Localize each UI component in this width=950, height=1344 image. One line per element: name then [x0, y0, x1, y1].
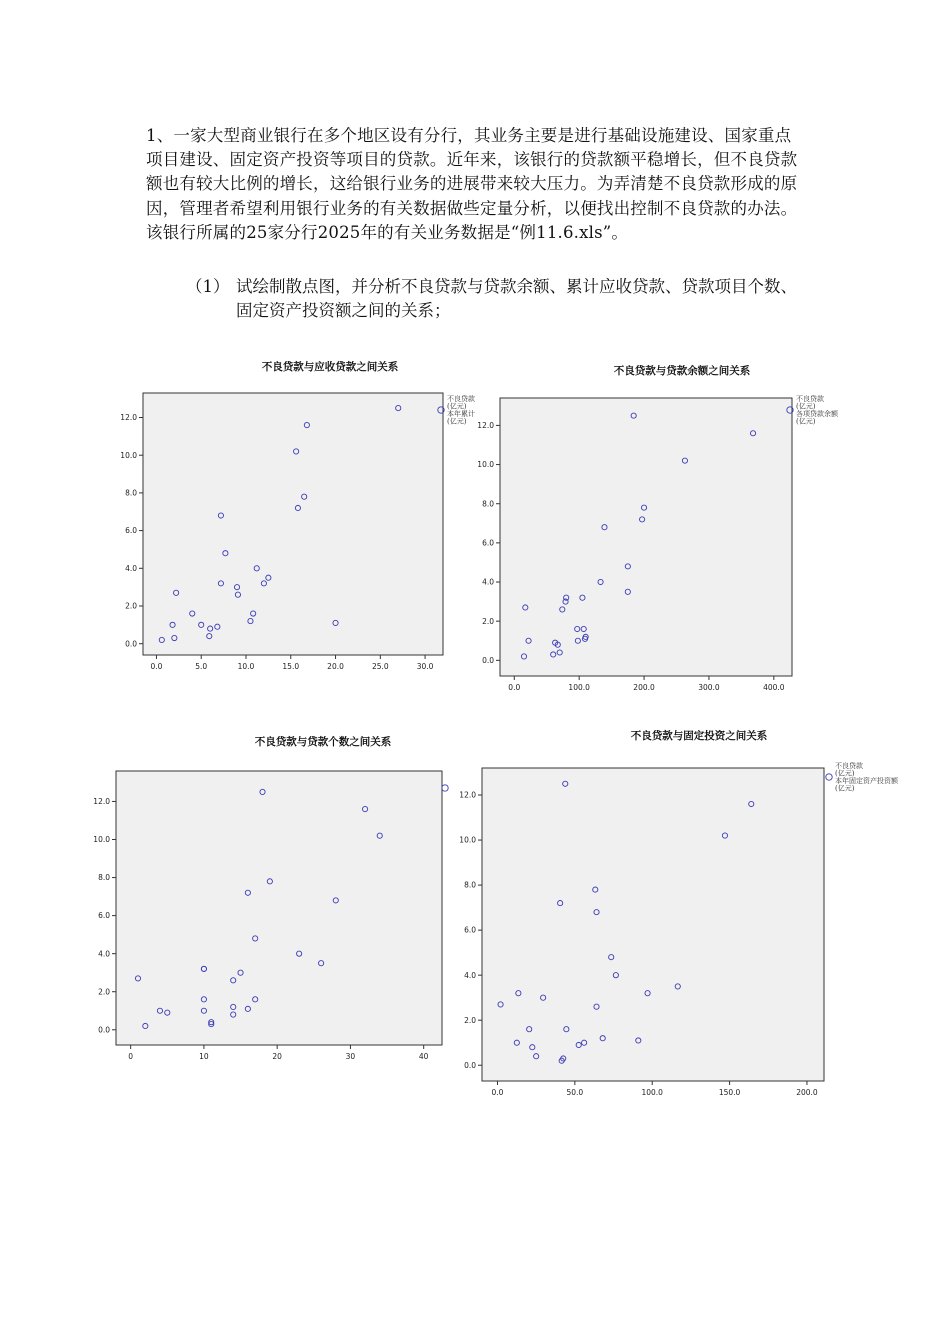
x-tick-label: 400.0 — [763, 683, 785, 692]
item-number: （1） — [186, 277, 230, 296]
item-text: 试绘制散点图，并分析不良贷款与贷款余额、累计应收贷款、贷款项目个数、固定资产投资额之间的关系； — [236, 277, 797, 321]
chart-title: 不良贷款与应收贷款之间关系 — [261, 361, 399, 373]
y-tick-label: 4.0 — [98, 949, 110, 959]
y-tick-label: 8.0 — [482, 499, 494, 509]
y-tick-label: 0.0 — [125, 639, 137, 649]
problem-intro — [146, 124, 806, 245]
legend-label: (亿元) — [796, 402, 816, 411]
x-tick-label: 30.0 — [416, 662, 434, 671]
legend-label: 本年累计 — [447, 410, 475, 418]
x-tick-label: 0.0 — [508, 683, 521, 692]
x-tick-label: 10.0 — [237, 662, 255, 671]
y-tick-label: 6.0 — [125, 526, 137, 536]
x-tick-label: 25.0 — [371, 662, 389, 671]
x-tick-label: 50.0 — [566, 1088, 584, 1097]
legend-label: (亿元) — [796, 417, 816, 426]
x-tick-label: 0 — [128, 1052, 134, 1061]
x-tick-label: 20.0 — [327, 662, 344, 671]
y-tick-label: 10.0 — [120, 450, 137, 460]
y-tick-label: 4.0 — [482, 577, 494, 587]
problem-intro-text: 1、一家大型商业银行在多个地区设有分行，其业务主要是进行基础设施建设、国家重点项目建设、固定资产投资等项目的贷款。近年来，该银行的贷款额平稳增长，但不良贷款额也有较大比例的增长，这给银行业务的进展带来较大压力。为弄清楚不良贷款形成的原因，管理者希望利用银行业务的有关数据做些定量分析，以便找出控制不良贷款的办法。该银行所属的25家分行2025年的有关业务数据是“例11.6.xls”。 — [146, 126, 798, 242]
x-tick-label: 10 — [199, 1052, 209, 1061]
y-tick-label: 12.0 — [93, 797, 110, 807]
y-tick-label: 8.0 — [464, 880, 476, 890]
x-tick-label: 40 — [418, 1052, 429, 1061]
y-tick-label: 8.0 — [125, 488, 137, 498]
y-tick-label: 6.0 — [482, 538, 494, 548]
y-tick-label: 10.0 — [459, 835, 476, 845]
plot-area — [500, 398, 792, 676]
x-tick-label: 200.0 — [796, 1088, 818, 1097]
y-tick-label: 2.0 — [125, 601, 137, 611]
y-tick-label: 10.0 — [477, 460, 494, 470]
y-tick-label: 0.0 — [464, 1060, 476, 1070]
x-tick-label: 100.0 — [568, 683, 590, 692]
x-tick-label: 0.0 — [150, 662, 163, 671]
legend-label: 不良贷款 — [447, 395, 475, 403]
plot-area — [482, 768, 824, 1081]
legend-label: 本年固定资产投资额 — [835, 777, 898, 785]
legend-label: (亿元) — [447, 402, 467, 411]
y-tick-label: 0.0 — [482, 655, 494, 665]
legend-label: 不良贷款 — [796, 395, 824, 403]
x-tick-label: 300.0 — [698, 683, 720, 692]
legend-label: (亿元) — [835, 784, 855, 793]
chart-title: 不良贷款与贷款余额之间关系 — [613, 365, 751, 377]
y-tick-label: 10.0 — [93, 835, 110, 845]
plot-area — [116, 771, 442, 1045]
chart-title: 不良贷款与贷款个数之间关系 — [254, 736, 392, 748]
legend-label: 不良贷款 — [835, 762, 863, 770]
y-tick-label: 2.0 — [464, 1015, 476, 1025]
plot-area — [143, 393, 443, 655]
y-tick-label: 12.0 — [459, 790, 476, 800]
scatter-chart-fixed-investment — [450, 720, 930, 1097]
x-tick-label: 5.0 — [195, 662, 208, 671]
x-tick-label: 15.0 — [282, 662, 300, 671]
legend-label: (亿元) — [835, 769, 855, 778]
y-tick-label: 8.0 — [98, 873, 110, 883]
x-tick-label: 100.0 — [641, 1088, 663, 1097]
y-tick-label: 2.0 — [98, 987, 110, 997]
y-tick-label: 6.0 — [98, 911, 110, 921]
chart-title: 不良贷款与固定投资之间关系 — [630, 730, 768, 742]
scatter-chart-loan-balance — [470, 355, 860, 692]
x-tick-label: 30 — [345, 1052, 356, 1061]
legend-label: 各项贷款余额 — [796, 410, 838, 418]
y-tick-label: 4.0 — [125, 563, 137, 573]
x-tick-label: 200.0 — [633, 683, 655, 692]
legend-marker — [442, 785, 448, 791]
x-tick-label: 0.0 — [491, 1088, 504, 1097]
scatter-chart-receivable — [100, 350, 480, 670]
legend-label: (亿元) — [447, 417, 467, 426]
y-tick-label: 4.0 — [464, 970, 476, 980]
y-tick-label: 12.0 — [120, 413, 137, 423]
scatter-chart-loan-count — [95, 725, 465, 1075]
y-tick-label: 2.0 — [482, 616, 494, 626]
y-tick-label: 6.0 — [464, 925, 476, 935]
y-tick-label: 12.0 — [477, 421, 494, 431]
x-tick-label: 150.0 — [718, 1088, 741, 1097]
legend-marker — [826, 774, 832, 780]
x-tick-label: 20 — [272, 1052, 282, 1061]
y-tick-label: 0.0 — [98, 1025, 110, 1035]
